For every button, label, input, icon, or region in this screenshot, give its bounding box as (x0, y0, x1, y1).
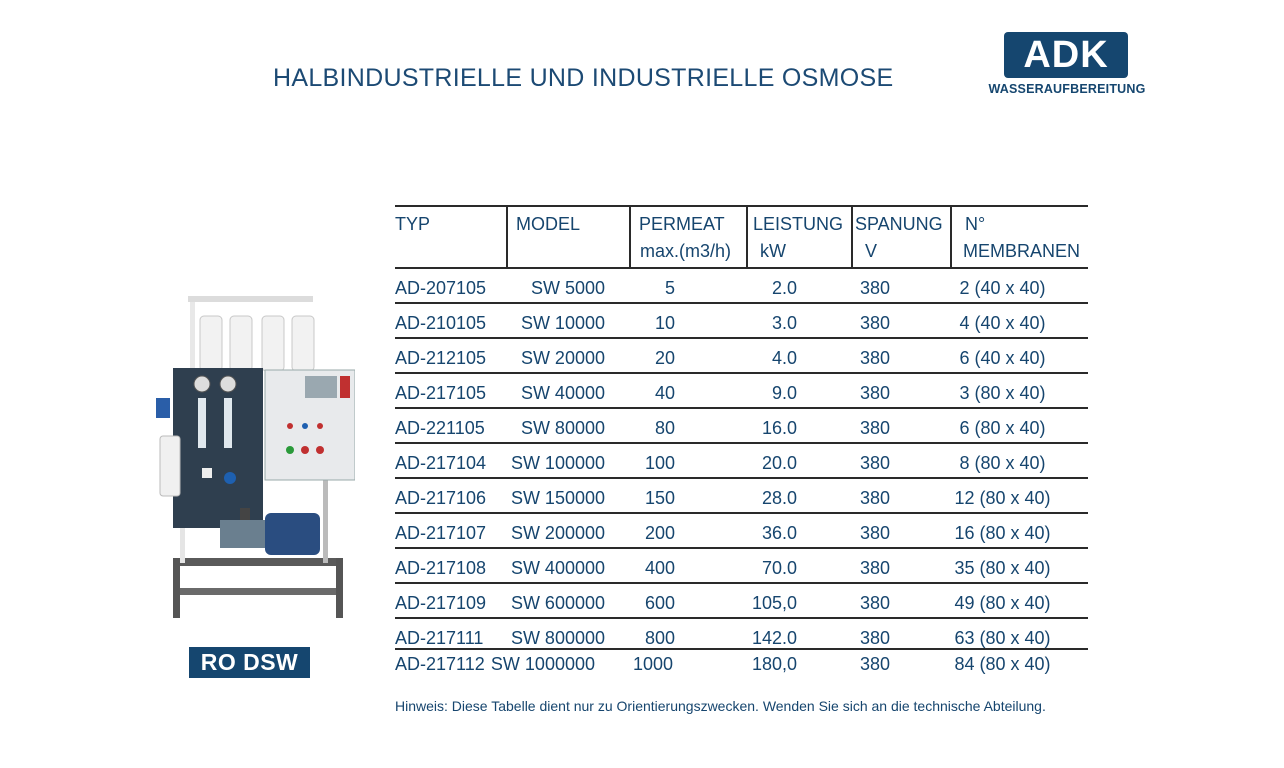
cell-membranen: 6 (80 x 40) (959, 418, 1046, 438)
cell-spanung: 380 (860, 348, 891, 368)
header-leistung: LEISTUNG (753, 214, 844, 234)
cell-model: SW 400000 (510, 558, 605, 578)
cell-typ: AD-217109 (395, 593, 487, 613)
row-rule (395, 617, 1088, 619)
cell-typ: AD-217111 (395, 628, 484, 648)
cell-permeat: 200 (644, 523, 675, 543)
header-divider (506, 205, 508, 267)
cell-model: SW 40000 (520, 383, 605, 403)
table-row (395, 523, 1088, 545)
table-row (395, 453, 1088, 475)
header-bottom-rule (395, 267, 1088, 269)
table-row (395, 383, 1088, 405)
cell-permeat: 150 (644, 488, 675, 508)
cell-leistung: 20.0 (761, 453, 797, 473)
cell-leistung: 105,0 (751, 593, 797, 613)
header-divider (629, 205, 631, 267)
cell-spanung: 380 (860, 654, 891, 674)
header-leistung-unit: kW (760, 241, 786, 261)
cell-model: SW 100000 (510, 453, 605, 473)
table-row (395, 278, 1088, 300)
specification-table (395, 205, 1088, 680)
row-rule (395, 477, 1088, 479)
cell-typ: AD-217112 (395, 654, 485, 674)
cell-typ: AD-217105 (395, 383, 487, 403)
disclaimer-note: Hinweis: Diese Tabelle dient nur zu Orientierungszwecken. Wenden Sie sich an die technische Abteilung. (395, 698, 1046, 714)
table-row (395, 348, 1088, 370)
cell-typ: AD-217108 (395, 558, 487, 578)
cell-model: SW 80000 (520, 418, 605, 438)
cell-permeat: 800 (644, 628, 675, 648)
cell-leistung: 142.0 (751, 628, 797, 648)
adk-logo (982, 30, 1152, 100)
cell-leistung: 28.0 (761, 488, 797, 508)
row-rule (395, 547, 1088, 549)
cell-leistung: 16.0 (761, 418, 797, 438)
cell-leistung: 180,0 (751, 654, 797, 674)
table-row (395, 628, 1088, 650)
header-permeat-unit: max.(m3/h) (640, 241, 732, 261)
cell-permeat: 400 (644, 558, 675, 578)
row-rule (395, 302, 1088, 304)
cell-typ: AD-210105 (395, 313, 487, 333)
header-divider (746, 205, 748, 267)
header-spanung-unit: V (865, 241, 878, 261)
cell-membranen: 49 (80 x 40) (954, 593, 1051, 613)
cell-typ: AD-212105 (395, 348, 487, 368)
cell-typ: AD-207105 (395, 278, 487, 298)
cell-membranen: 84 (80 x 40) (954, 654, 1051, 674)
table-row (395, 558, 1088, 580)
header-divider (950, 205, 952, 267)
cell-model: SW 150000 (510, 488, 605, 508)
cell-permeat: 600 (644, 593, 675, 613)
cell-spanung: 380 (860, 523, 891, 543)
cell-membranen: 12 (80 x 40) (954, 488, 1051, 508)
cell-membranen: 3 (80 x 40) (959, 383, 1046, 403)
cell-membranen: 4 (40 x 40) (959, 313, 1046, 333)
page-title: HALBINDUSTRIELLE UND INDUSTRIELLE OSMOSE (273, 64, 894, 92)
cell-leistung: 3.0 (771, 313, 797, 333)
cell-typ: AD-221105 (395, 418, 485, 438)
row-rule (395, 582, 1088, 584)
cell-leistung: 70.0 (761, 558, 797, 578)
cell-spanung: 380 (860, 418, 891, 438)
cell-spanung: 380 (860, 628, 891, 648)
cell-model: SW 600000 (510, 593, 605, 613)
cell-permeat: 100 (644, 453, 675, 473)
cell-membranen: 6 (40 x 40) (959, 348, 1046, 368)
cell-model: SW 200000 (510, 523, 605, 543)
product-label: RO DSW (189, 647, 310, 678)
cell-spanung: 380 (860, 383, 891, 403)
cell-leistung: 9.0 (771, 383, 797, 403)
table-top-rule (395, 205, 1088, 207)
cell-leistung: 4.0 (771, 348, 797, 368)
header-membranen-number: N° (965, 214, 986, 234)
cell-model: SW 20000 (520, 348, 605, 368)
cell-membranen: 35 (80 x 40) (954, 558, 1051, 578)
cell-permeat: 10 (654, 313, 675, 333)
cell-permeat: 20 (654, 348, 675, 368)
row-rule (395, 372, 1088, 374)
table-row (395, 488, 1088, 510)
cell-spanung: 380 (860, 453, 891, 473)
header-typ: TYP (395, 214, 431, 234)
cell-typ: AD-217106 (395, 488, 487, 508)
cell-spanung: 380 (860, 593, 891, 613)
cell-membranen: 16 (80 x 40) (954, 523, 1051, 543)
table-row (395, 654, 1088, 676)
table-row (395, 418, 1088, 440)
header-divider (851, 205, 853, 267)
table-row (395, 593, 1088, 615)
cell-permeat: 5 (664, 278, 675, 298)
cell-model: SW 10000 (520, 313, 605, 333)
cell-spanung: 380 (860, 558, 891, 578)
cell-permeat: 80 (654, 418, 675, 438)
header-model: MODEL (516, 214, 581, 234)
row-rule (395, 648, 1088, 650)
cell-spanung: 380 (860, 488, 891, 508)
table-row (395, 313, 1088, 335)
row-rule (395, 407, 1088, 409)
logo-subtitle: WASSERAUFBEREITUNG (988, 82, 1146, 96)
cell-typ: AD-217104 (395, 453, 487, 473)
reverse-osmosis-unit-image (140, 288, 355, 623)
cell-typ: AD-217107 (395, 523, 487, 543)
cell-membranen: 2 (40 x 40) (959, 278, 1046, 298)
cell-model: SW 800000 (510, 628, 605, 648)
cell-leistung: 2.0 (771, 278, 797, 298)
header-permeat: PERMEAT (639, 214, 725, 234)
cell-spanung: 380 (860, 278, 891, 298)
header-membranen: MEMBRANEN (963, 241, 1081, 261)
cell-membranen: 63 (80 x 40) (954, 628, 1051, 648)
cell-permeat: 1000 (633, 654, 674, 674)
row-rule (395, 442, 1088, 444)
row-rule (395, 337, 1088, 339)
header-spanung: SPANUNG (855, 214, 943, 234)
cell-permeat: 40 (654, 383, 675, 403)
row-rule (395, 512, 1088, 514)
logo-mark: ADK (1004, 32, 1128, 78)
cell-model: SW 1000000 (490, 654, 595, 674)
cell-spanung: 380 (860, 313, 891, 333)
cell-model: SW 5000 (530, 278, 605, 298)
cell-membranen: 8 (80 x 40) (959, 453, 1046, 473)
cell-leistung: 36.0 (761, 523, 797, 543)
